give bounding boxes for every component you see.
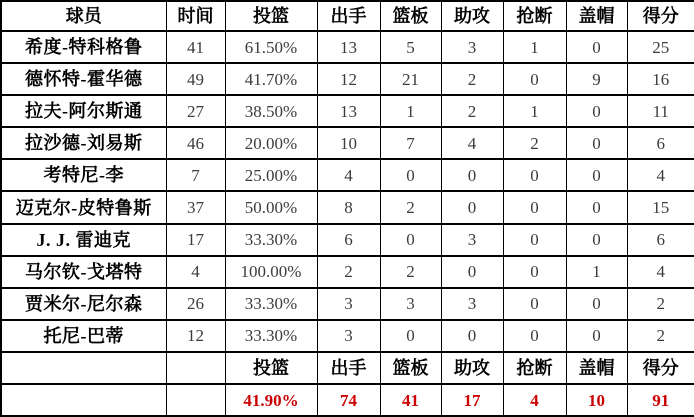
player-row [1, 288, 694, 320]
stat-cell: 0 [380, 224, 441, 256]
stat-cell: 0 [503, 224, 566, 256]
player-row [1, 127, 694, 159]
stat-cell: 1 [503, 31, 566, 63]
totals-row [1, 384, 694, 416]
stat-cell: 3 [380, 288, 441, 320]
stat-cell: 4 [166, 256, 225, 288]
header-cell-points: 得分 [627, 1, 694, 31]
stat-cell: 0 [503, 320, 566, 352]
stat-cell: 0 [503, 288, 566, 320]
stat-cell: 0 [441, 320, 503, 352]
stat-cell: 0 [566, 95, 627, 127]
stat-cell: 50.00% [225, 191, 317, 223]
stat-cell: 0 [566, 320, 627, 352]
header-cell-rebounds: 篮板 [380, 1, 441, 31]
stat-cell: 0 [566, 191, 627, 223]
stat-cell: 49 [166, 63, 225, 95]
total-points: 91 [627, 384, 694, 416]
player-row [1, 63, 694, 95]
stat-cell: 2 [627, 320, 694, 352]
player-row [1, 191, 694, 223]
player-rows [1, 31, 694, 352]
player-row [1, 256, 694, 288]
stat-cell: 0 [380, 159, 441, 191]
player-name-cell: 德怀特-霍华德 [1, 63, 166, 95]
stat-cell: 17 [166, 224, 225, 256]
stat-cell: 4 [627, 159, 694, 191]
total-steals: 4 [503, 384, 566, 416]
stat-cell: 33.30% [225, 288, 317, 320]
footer-header-blocks: 盖帽 [566, 352, 627, 384]
player-name-cell: J. J. 雷迪克 [1, 224, 166, 256]
stat-cell: 2 [503, 127, 566, 159]
header-cell-attempts: 出手 [317, 1, 380, 31]
stat-cell: 38.50% [225, 95, 317, 127]
stat-cell: 1 [503, 95, 566, 127]
footer-header-fg-percent: 投篮 [225, 352, 317, 384]
stat-cell: 0 [566, 159, 627, 191]
stat-cell: 2 [627, 288, 694, 320]
stat-cell: 12 [317, 63, 380, 95]
stat-cell: 12 [166, 320, 225, 352]
footer-empty-cell [1, 352, 166, 384]
stat-cell: 0 [380, 320, 441, 352]
stat-cell: 2 [441, 63, 503, 95]
total-rebounds: 41 [380, 384, 441, 416]
stat-cell: 0 [441, 191, 503, 223]
stat-cell: 100.00% [225, 256, 317, 288]
stat-cell: 2 [380, 191, 441, 223]
stat-cell: 41 [166, 31, 225, 63]
stat-cell: 0 [503, 191, 566, 223]
stat-cell: 3 [317, 288, 380, 320]
stat-cell: 0 [503, 63, 566, 95]
stat-cell: 25 [627, 31, 694, 63]
stat-cell: 0 [503, 159, 566, 191]
stat-cell: 33.30% [225, 224, 317, 256]
player-row [1, 320, 694, 352]
stat-cell: 7 [166, 159, 225, 191]
footer-header-row [1, 352, 694, 384]
header-cell-fg-percent: 投篮 [225, 1, 317, 31]
stat-cell: 2 [441, 95, 503, 127]
stat-cell: 20.00% [225, 127, 317, 159]
stat-cell: 0 [566, 288, 627, 320]
footer-header-steals: 抢断 [503, 352, 566, 384]
total-fg-percent: 41.90% [225, 384, 317, 416]
total-assists: 17 [441, 384, 503, 416]
stat-cell: 3 [317, 320, 380, 352]
header-cell-blocks: 盖帽 [566, 1, 627, 31]
stat-cell: 2 [317, 256, 380, 288]
header-cell-minutes: 时间 [166, 1, 225, 31]
stat-cell: 0 [441, 256, 503, 288]
player-name-cell: 马尔钦-戈塔特 [1, 256, 166, 288]
stat-cell: 16 [627, 63, 694, 95]
totals-empty-cell [166, 384, 225, 416]
stat-cell: 1 [380, 95, 441, 127]
stat-cell: 33.30% [225, 320, 317, 352]
stat-cell: 37 [166, 191, 225, 223]
footer-header-points: 得分 [627, 352, 694, 384]
header-cell-steals: 抢断 [503, 1, 566, 31]
player-row [1, 95, 694, 127]
stat-cell: 4 [627, 256, 694, 288]
stat-cell: 6 [627, 224, 694, 256]
stat-cell: 13 [317, 31, 380, 63]
stat-cell: 0 [566, 224, 627, 256]
stat-cell: 6 [317, 224, 380, 256]
stat-cell: 61.50% [225, 31, 317, 63]
header-row [1, 1, 694, 31]
stat-cell: 1 [566, 256, 627, 288]
stat-cell: 0 [566, 31, 627, 63]
stat-cell: 4 [317, 159, 380, 191]
player-name-cell: 贾米尔-尼尔森 [1, 288, 166, 320]
player-name-cell: 迈克尔-皮特鲁斯 [1, 191, 166, 223]
footer-header-attempts: 出手 [317, 352, 380, 384]
footer-empty-cell [166, 352, 225, 384]
stat-cell: 2 [380, 256, 441, 288]
stat-cell: 21 [380, 63, 441, 95]
stat-cell: 9 [566, 63, 627, 95]
stat-cell: 4 [441, 127, 503, 159]
player-name-cell: 希度-特科格鲁 [1, 31, 166, 63]
stat-cell: 11 [627, 95, 694, 127]
player-row [1, 159, 694, 191]
stat-cell: 26 [166, 288, 225, 320]
stat-cell: 3 [441, 224, 503, 256]
stat-cell: 0 [566, 127, 627, 159]
stat-cell: 0 [441, 159, 503, 191]
total-blocks: 10 [566, 384, 627, 416]
totals-empty-cell [1, 384, 166, 416]
stat-cell: 7 [380, 127, 441, 159]
player-row [1, 31, 694, 63]
footer-header-rebounds: 篮板 [380, 352, 441, 384]
stat-cell: 13 [317, 95, 380, 127]
total-attempts: 74 [317, 384, 380, 416]
stat-cell: 5 [380, 31, 441, 63]
stat-cell: 3 [441, 288, 503, 320]
stat-cell: 15 [627, 191, 694, 223]
header-cell-player: 球员 [1, 1, 166, 31]
stat-cell: 0 [503, 256, 566, 288]
header-cell-assists: 助攻 [441, 1, 503, 31]
stat-cell: 8 [317, 191, 380, 223]
player-name-cell: 拉沙德-刘易斯 [1, 127, 166, 159]
stat-cell: 10 [317, 127, 380, 159]
stat-cell: 25.00% [225, 159, 317, 191]
stat-cell: 6 [627, 127, 694, 159]
stat-cell: 27 [166, 95, 225, 127]
player-name-cell: 托尼-巴蒂 [1, 320, 166, 352]
player-name-cell: 拉夫-阿尔斯通 [1, 95, 166, 127]
stat-cell: 46 [166, 127, 225, 159]
player-name-cell: 考特尼-李 [1, 159, 166, 191]
footer-header-assists: 助攻 [441, 352, 503, 384]
stat-cell: 3 [441, 31, 503, 63]
player-row [1, 224, 694, 256]
stat-cell: 41.70% [225, 63, 317, 95]
